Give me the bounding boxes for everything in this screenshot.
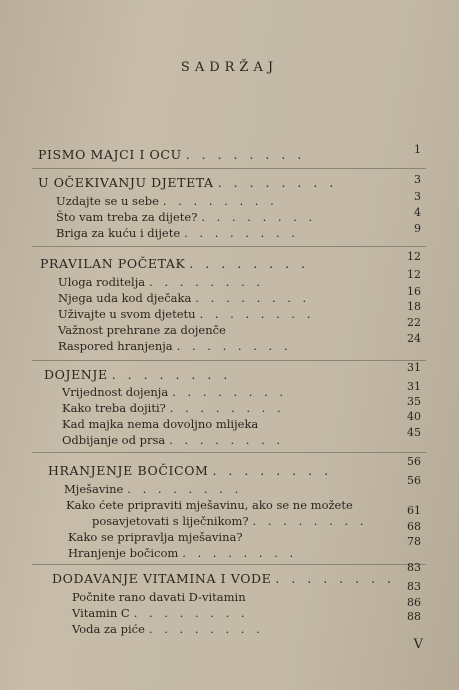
- toc-entry: Voda za piće . . . . . . . .: [72, 622, 264, 636]
- dot-leader: . . . . . . . .: [185, 147, 306, 162]
- toc-page-number: 4: [414, 206, 421, 219]
- toc-page-number: 56: [407, 474, 421, 487]
- toc-section-hranjenje-bocicom: HRANJENJE BOČICOM . . . . . . . .: [48, 463, 333, 478]
- section-divider: [32, 168, 426, 169]
- toc-page-number: 56: [407, 455, 421, 468]
- toc-section-vitamini: DODAVANJE VITAMINA I VODE . . . . . . . .: [52, 571, 395, 586]
- toc-entry: Njega uda kod dječaka . . . . . . . .: [58, 291, 311, 305]
- toc-page-number: 83: [407, 561, 421, 574]
- toc-entry: Vitamin C . . . . . . . .: [72, 606, 249, 620]
- toc-page-number: 18: [407, 300, 421, 313]
- toc-page-number: 78: [407, 535, 421, 548]
- toc-entry: Uloga roditelja . . . . . . . .: [58, 275, 264, 289]
- toc-entry: Hranjenje bočicom . . . . . . . .: [68, 546, 298, 560]
- section-divider: [32, 564, 426, 565]
- toc-entry-text: PISMO MAJCI I OCU: [38, 147, 182, 162]
- section-divider: [32, 246, 426, 247]
- toc-entry: Uzdajte se u sebe . . . . . . . .: [56, 194, 278, 208]
- toc-entry: Raspored hranjenja . . . . . . . .: [58, 339, 292, 353]
- toc-section-pismo: [38, 147, 305, 163]
- toc-page-number: 61: [407, 504, 421, 517]
- toc-page-number: 31: [407, 361, 421, 374]
- toc-page-number: 88: [407, 610, 421, 623]
- page-title: SADRŽAJ: [180, 60, 279, 75]
- toc-entry: Kako treba dojiti? . . . . . . . .: [62, 401, 285, 415]
- toc-page-number: 1: [414, 143, 421, 156]
- toc-entry: Briga za kuću i dijete . . . . . . . .: [56, 226, 299, 240]
- toc-page-number: 22: [407, 316, 421, 329]
- toc-entry: Kako ćete pripraviti mješavinu, ako se ne možete: [66, 498, 353, 512]
- toc-entry: Kad majka nema dovoljno mlijeka: [62, 417, 259, 431]
- toc-page-number: 45: [407, 426, 421, 439]
- toc-entry-text: U OČEKIVANJU DJETETA: [38, 175, 214, 190]
- toc-entry: Vrijednost dojenja . . . . . . . .: [62, 385, 288, 399]
- toc-entry: Počnite rano davati D-vitamin: [72, 590, 246, 604]
- toc-page-number: 9: [414, 222, 421, 235]
- toc-page-number: 12: [407, 250, 421, 263]
- toc-page-number: 35: [407, 395, 421, 408]
- page-folio: V: [413, 637, 423, 652]
- toc-section-dojenje: DOJENJE . . . . . . . .: [44, 367, 232, 382]
- toc-page-number: 16: [407, 285, 421, 298]
- toc-entry: Kako se pripravlja mješavina?: [68, 530, 243, 544]
- toc-page-number: 86: [407, 596, 421, 609]
- toc-entry: Uživajte u svom djetetu . . . . . . . .: [58, 307, 315, 321]
- toc-entry: posavjetovati s liječnikom? . . . . . . . .: [92, 514, 368, 528]
- toc-section-pravilan-pocetak: PRAVILAN POČETAK . . . . . . . .: [40, 256, 310, 271]
- toc-page-number: 31: [407, 380, 421, 393]
- section-divider: [32, 452, 426, 453]
- toc-page-number: 83: [407, 580, 421, 593]
- toc-entry: Što vam treba za dijete? . . . . . . . .: [56, 210, 317, 224]
- toc-entry: Važnost prehrane za dojenče: [58, 323, 226, 337]
- toc-section-ocekivanje: [38, 175, 337, 191]
- toc-entry: Odbijanje od prsa . . . . . . . .: [62, 433, 285, 447]
- toc-page-number: 3: [414, 173, 421, 186]
- toc-page-number: 12: [407, 268, 421, 281]
- toc-page-number: 24: [407, 332, 421, 345]
- dot-leader: . . . . . . . .: [217, 175, 338, 190]
- section-divider: [32, 360, 426, 361]
- toc-entry: Mješavine . . . . . . . .: [64, 482, 243, 496]
- toc-page-number: 68: [407, 520, 421, 533]
- toc-page-number: 40: [407, 410, 421, 423]
- toc-page-number: 3: [414, 190, 421, 203]
